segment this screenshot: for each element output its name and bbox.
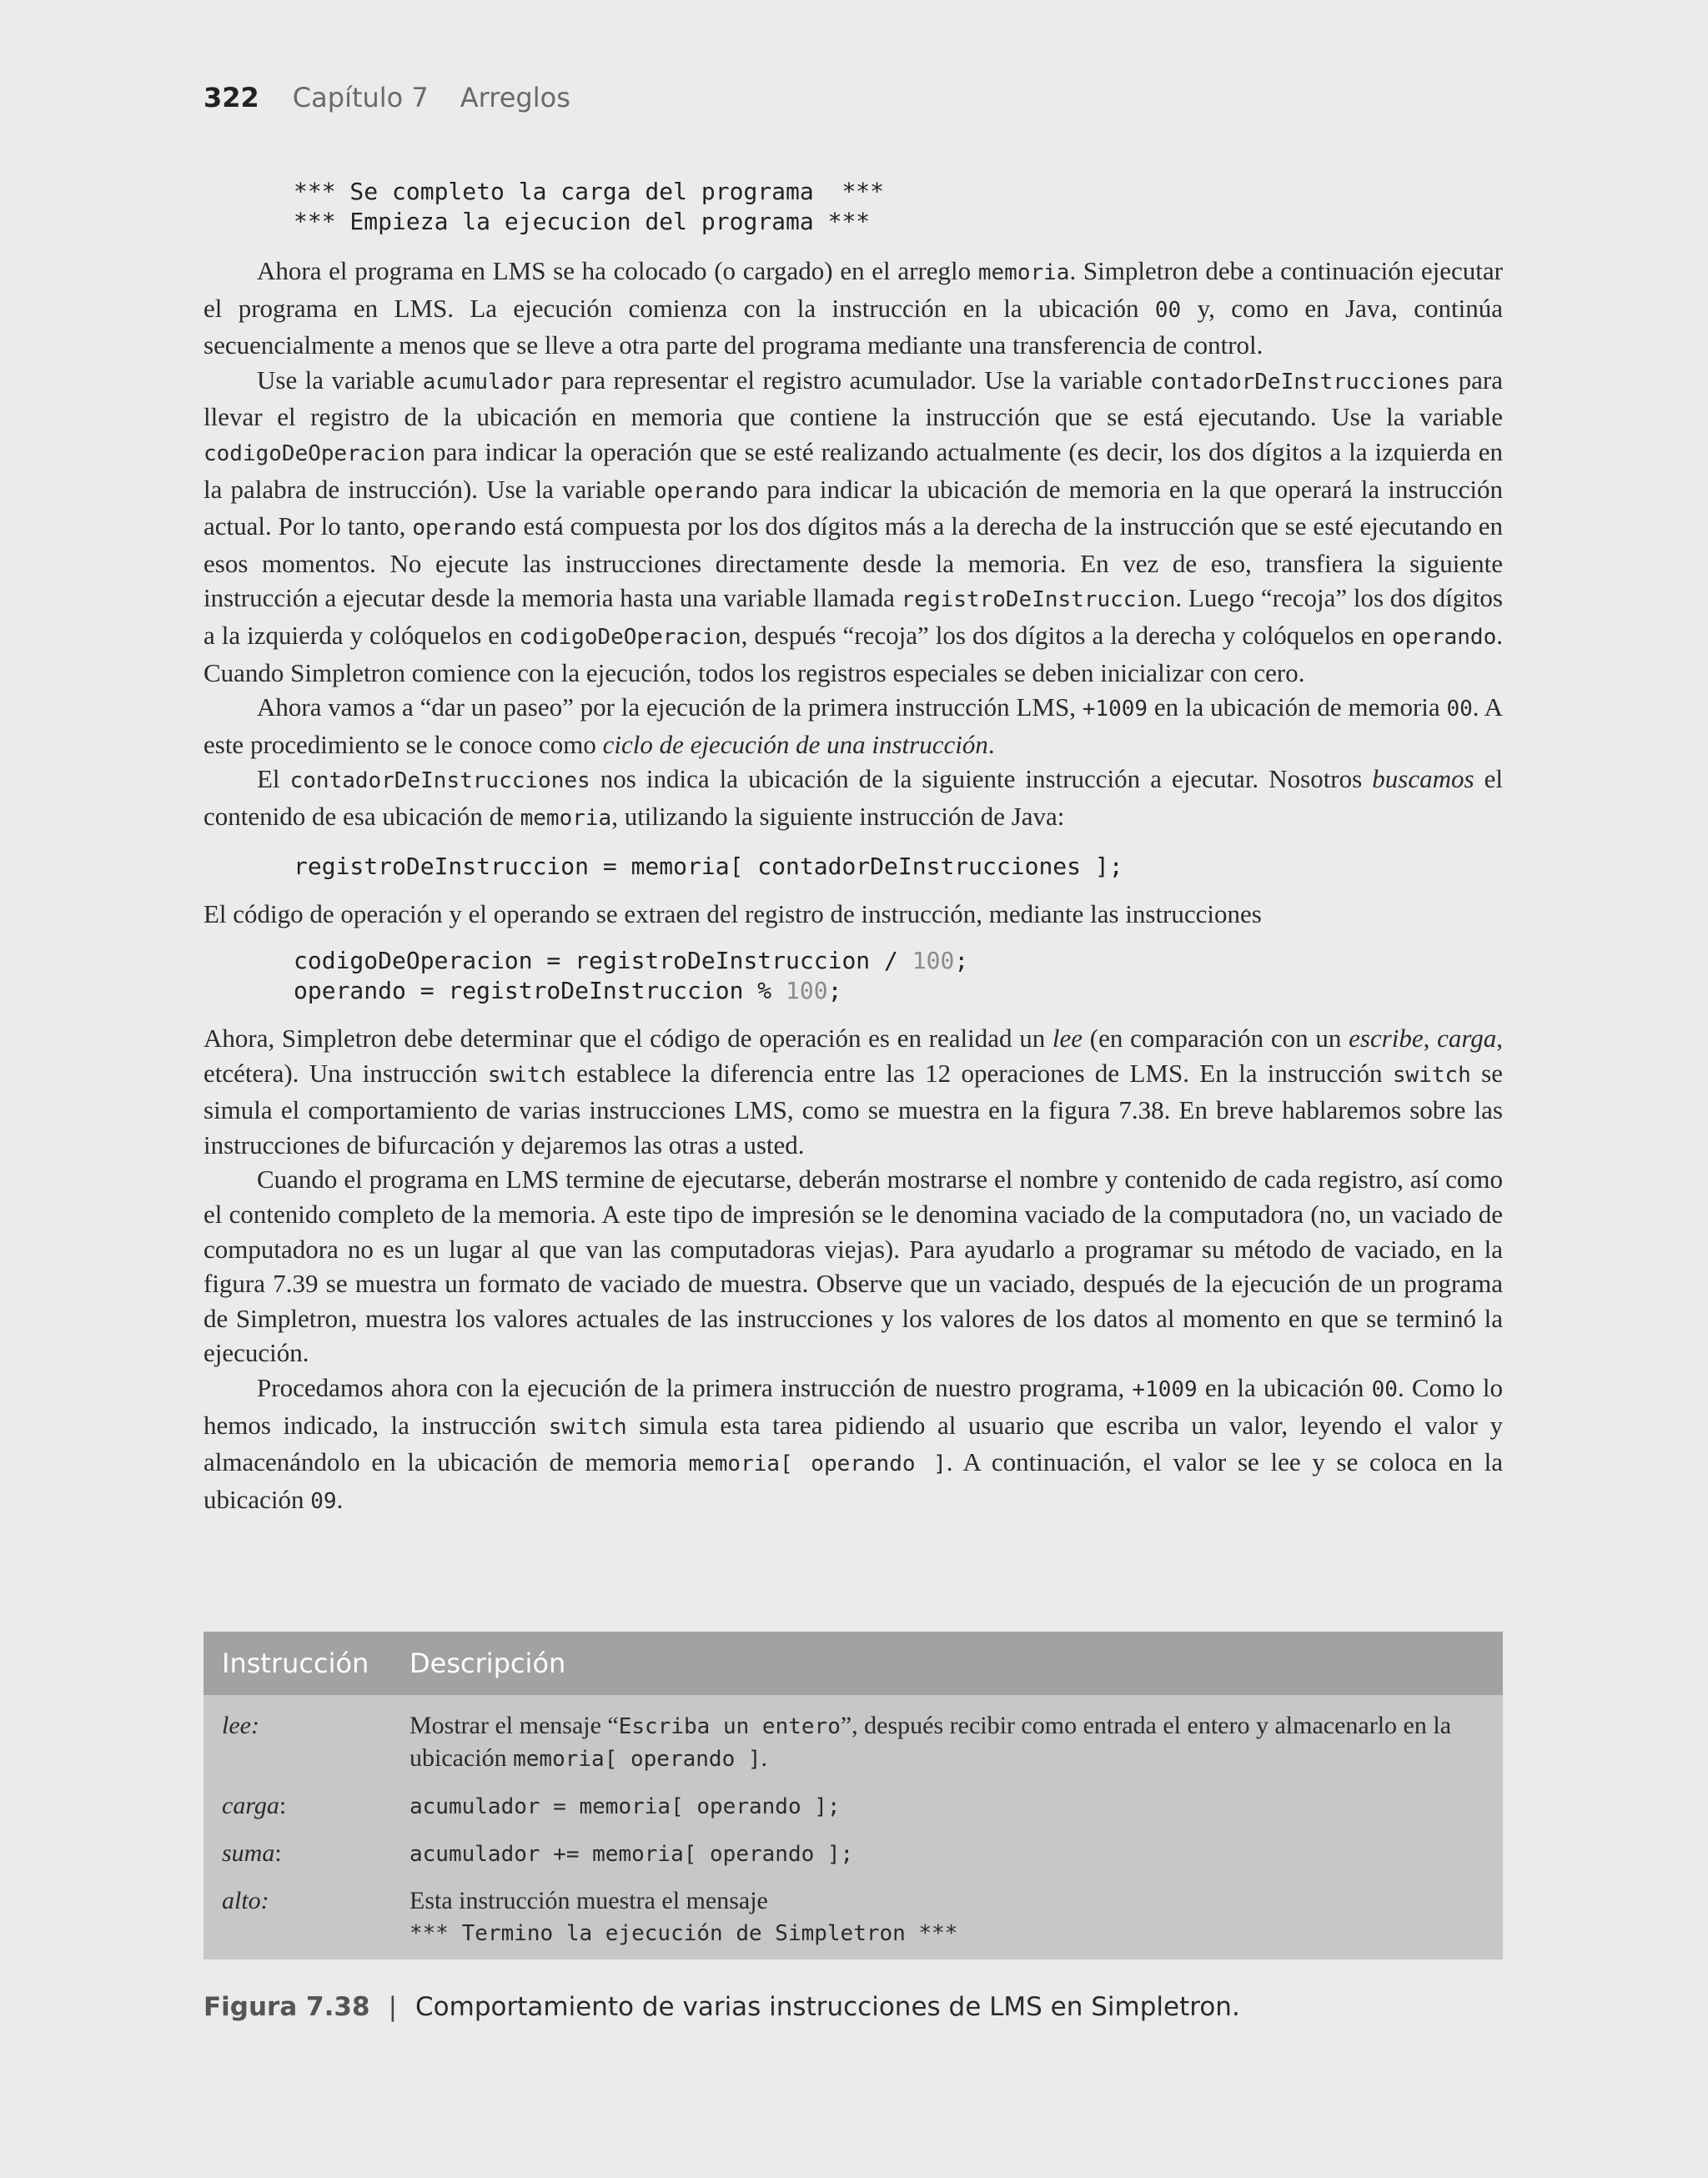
paragraph: Ahora, Simpletron debe determinar que el código de operación es en realidad un lee (en comparación con un escribe, carga, etcétera). Una instrucción switch establece la diferencia entre las 12 operaciones de LMS. En la instrucción switch se simula el comportamiento de varias instrucciones LMS, como se muestra en la figura 7.38. En breve hablaremos sobre las instrucciones de bifurcación y dejaremos las otras a usted.: [203, 1024, 1503, 1159]
instruction-description: Esta instrucción muestra el mensaje *** Termino la ejecución de Simpletron ***: [409, 1887, 958, 1946]
running-header: [203, 82, 570, 113]
code-line: operando = registroDeInstruccion % 100;: [294, 977, 842, 1005]
code-line: *** Se completo la carga del programa ***: [294, 178, 885, 205]
instruction-description: Mostrar el mensaje “Escriba un entero”, después recibir como entrada el entero y almacenarlo en la ubicación memoria[ operando ].: [409, 1712, 1452, 1772]
paragraph: El código de operación y el operando se extraen del registro de instrucción, mediante las instrucciones: [203, 898, 1262, 928]
caption-text: Comportamiento de varias instrucciones de LMS en Simpletron.: [415, 1992, 1240, 2022]
section-title: Arreglos: [460, 82, 570, 113]
table-row: [203, 1695, 1503, 1775]
page-number: 322: [203, 82, 259, 113]
table-row: [203, 1823, 1503, 1870]
main-content: [203, 177, 1503, 1519]
instruction-name: carga:: [222, 1792, 287, 1819]
code-line: codigoDeOperacion = registroDeInstruccion / 100;: [294, 947, 969, 975]
chapter-label: Capítulo 7: [292, 82, 429, 113]
table-row: [203, 1775, 1503, 1823]
code-block-load-messages: [294, 177, 1503, 237]
instruction-name: suma:: [222, 1839, 282, 1867]
figure-label: Figura 7.38: [203, 1992, 370, 2022]
table-row: [203, 1870, 1503, 1959]
column-header-descripcion: Descripción: [409, 1647, 566, 1679]
instruction-description: acumulador = memoria[ operando ];: [409, 1794, 841, 1819]
column-header-instruccion: Instrucción: [222, 1647, 369, 1679]
code-block-decode: [294, 946, 1503, 1006]
table-header: [203, 1632, 1503, 1695]
paragraph: Ahora el programa en LMS se ha colocado (o cargado) en el arreglo memoria. Simpletron debe a continuación ejecutar el programa en LMS. La ejecución comienza con la instrucción en la ubicación 00 y, como en Java, continúa secuencialmente a menos que se lleve a otra parte del programa mediante una transferencia de control.: [203, 256, 1503, 360]
paragraph: Cuando el programa en LMS termine de ejecutarse, deberán mostrarse el nombre y contenido de cada registro, así como el contenido completo de la memoria. A este tipo de impresión se le denomina vaciado de la computadora (no, un vaciado de computadora no es un lugar al que van las computadoras viejas). Para ayudarlo a programar su método de vaciado, en la figura 7.39 se muestra un formato de vaciado de muestra. Observe que un vaciado, después de la ejecución de un programa de Simpletron, muestra los valores actuales de las instrucciones y los valores de los datos al momento en que se terminó la ejecución.: [203, 1164, 1503, 1368]
code-block-fetch: [294, 852, 1503, 882]
figure-caption: [203, 1992, 1240, 2022]
code-line: registroDeInstruccion = memoria[ contadorDeInstrucciones ];: [294, 852, 1123, 880]
paragraph: Use la variable acumulador para representar el registro acumulador. Use la variable contadorDeInstrucciones para llevar el registro de la ubicación en memoria que contiene la instrucción que se está ejecutando. Use la variable codigoDeOperacion para indicar la operación que se esté realizando actualmente (es decir, los dos dígitos a la izquierda en la palabra de instrucción). Use la variable operando para indicar la ubicación de memoria en la que operará la instrucción actual. Por lo tanto, operando está compuesta por los dos dígitos más a la derecha de la instrucción que se esté ejecutando en esos momentos. No ejecute las instrucciones directamente desde la memoria. En vez de eso, transfiera la siguiente instrucción a ejecutar desde la memoria hasta una variable llamada registroDeInstruccion. Luego “recoja” los dos dígitos a la izquierda y colóquelos en codigoDeOperacion, después “recoja” los dos dígitos a la derecha y colóquelos en operando. Cuando Simpletron comience con la ejecución, todos los registros especiales se deben inicializar con cero.: [203, 365, 1504, 687]
caption-separator: |: [388, 1992, 398, 2022]
paragraph: El contadorDeInstrucciones nos indica la ubicación de la siguiente instrucción a ejecutar. Nosotros buscamos el contenido de esa ubicación de memoria, utilizando la siguiente instrucción de Java:: [203, 764, 1503, 831]
code-line: *** Empieza la ejecucion del programa ***: [294, 208, 871, 235]
instruction-name: alto:: [222, 1887, 269, 1914]
instruction-name: lee:: [222, 1712, 259, 1739]
figure-table: [203, 1632, 1503, 1959]
paragraph: Procedamos ahora con la ejecución de la primera instrucción de nuestro programa, +1009 en la ubicación 00. Como lo hemos indicado, la instrucción switch simula esta tarea pidiendo al usuario que escriba un valor, leyendo el valor y almacenándolo en la ubicación de memoria memoria[ operando ]. A continuación, el valor se lee y se coloca en la ubicación 09.: [203, 1373, 1503, 1514]
paragraph: Ahora vamos a “dar un paseo” por la ejecución de la primera instrucción LMS, +1009 en la ubicación de memoria 00. A este procedimiento se le conoce como ciclo de ejecución de una instrucción.: [203, 692, 1503, 759]
instruction-description: acumulador += memoria[ operando ];: [409, 1842, 854, 1867]
